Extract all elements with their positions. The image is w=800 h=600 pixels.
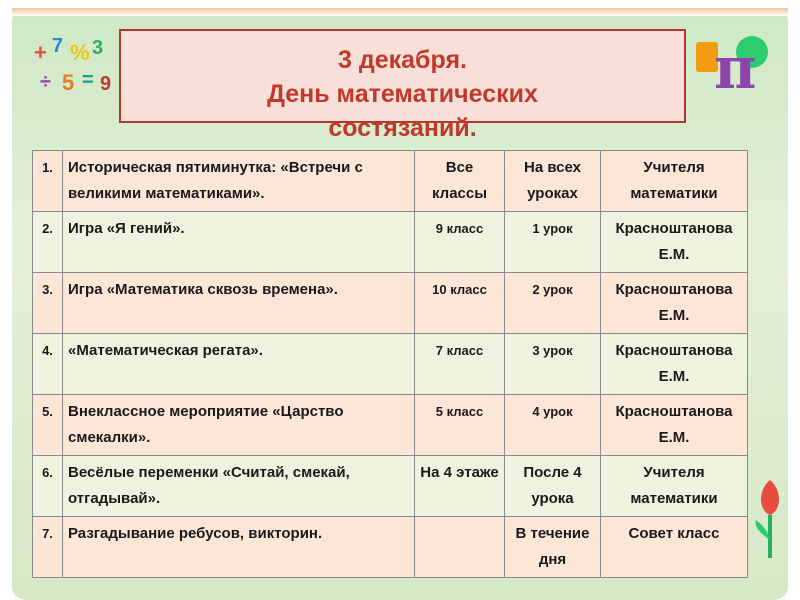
- participants: На 4 этаже: [415, 456, 505, 517]
- row-number: 7.: [33, 517, 63, 578]
- participants: 5 класс: [415, 395, 505, 456]
- event-time: В течение дня: [505, 517, 601, 578]
- row-number: 2.: [33, 212, 63, 273]
- responsible: Красноштанова Е.М.: [601, 212, 748, 273]
- event-time: 2 урок: [505, 273, 601, 334]
- events-table: [32, 150, 748, 578]
- event-name: «Математическая регата».: [63, 334, 415, 395]
- svg-text:+: +: [34, 40, 47, 65]
- row-number: 6.: [33, 456, 63, 517]
- responsible: Учителя математики: [601, 456, 748, 517]
- title-line-1: 3 декабря.: [338, 46, 467, 74]
- event-name: Разгадывание ребусов, викторин.: [63, 517, 415, 578]
- participants: Все классы: [415, 151, 505, 212]
- table-row: [33, 212, 748, 273]
- event-time: После 4 урока: [505, 456, 601, 517]
- event-name: Игра «Я гений».: [63, 212, 415, 273]
- svg-text:9: 9: [100, 73, 112, 95]
- responsible: Красноштанова Е.М.: [601, 334, 748, 395]
- row-number: 5.: [33, 395, 63, 456]
- svg-text:3: 3: [92, 37, 104, 59]
- row-number: 3.: [33, 273, 63, 334]
- title-box: [119, 29, 686, 142]
- table-row: [33, 395, 748, 456]
- event-time: На всех уроках: [505, 151, 601, 212]
- table-row: [33, 334, 748, 395]
- svg-text:÷: ÷: [40, 71, 51, 93]
- title-line-3: состязаний.: [328, 114, 477, 142]
- table-row: [33, 517, 748, 578]
- svg-text:5: 5: [62, 70, 75, 95]
- svg-text:π: π: [714, 34, 757, 102]
- participants: [415, 517, 505, 578]
- table-row: [33, 273, 748, 334]
- row-number: 4.: [33, 334, 63, 395]
- responsible: Красноштанова Е.М.: [601, 273, 748, 334]
- row-number: 1.: [33, 151, 63, 212]
- pi-symbol-icon: [690, 22, 775, 107]
- event-name: Игра «Математика сквозь времена».: [63, 273, 415, 334]
- participants: 10 класс: [415, 273, 505, 334]
- participants: 9 класс: [415, 212, 505, 273]
- frame-top-edge: [12, 8, 788, 16]
- svg-text:7: 7: [52, 35, 64, 57]
- responsible: Красноштанова Е.М.: [601, 395, 748, 456]
- svg-text:=: =: [82, 69, 94, 91]
- responsible: Совет класс: [601, 517, 748, 578]
- tulip-decoration-icon: [750, 470, 790, 560]
- participants: 7 класс: [415, 334, 505, 395]
- event-time: 3 урок: [505, 334, 601, 395]
- responsible: Учителя математики: [601, 151, 748, 212]
- table-row: [33, 456, 748, 517]
- event-name: Весёлые переменки «Считай, смекай, отгадывай».: [63, 456, 415, 517]
- event-time: 1 урок: [505, 212, 601, 273]
- table-row: [33, 151, 748, 212]
- math-symbols-icon: [30, 30, 120, 100]
- svg-text:%: %: [70, 40, 90, 65]
- event-time: 4 урок: [505, 395, 601, 456]
- event-name: Внеклассное мероприятие «Царство смекалки».: [63, 395, 415, 456]
- event-name: Историческая пятиминутка: «Встречи с великими математиками».: [63, 151, 415, 212]
- title-line-2: День математических: [267, 80, 538, 108]
